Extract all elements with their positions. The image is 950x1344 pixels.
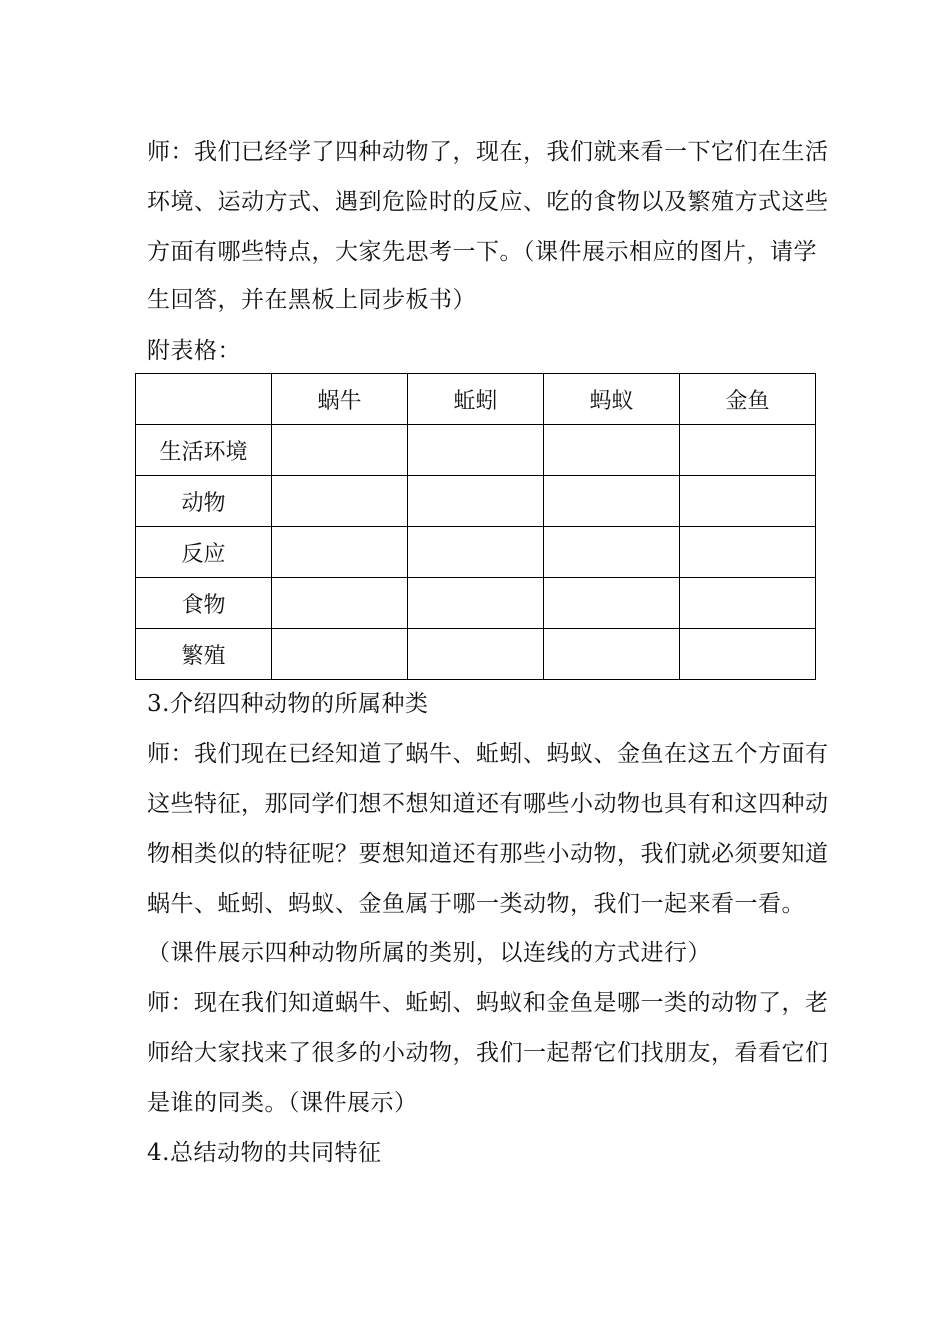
table-cell bbox=[544, 476, 680, 527]
table-cell bbox=[544, 425, 680, 476]
paragraph-line: 是谁的同类。（课件展示） bbox=[147, 1090, 418, 1116]
row-label: 食物 bbox=[136, 578, 272, 629]
paragraph-line: 这些特征，那同学们想不想知道还有哪些小动物也具有和这四种动 bbox=[147, 791, 829, 817]
paragraph-line: 师：我们现在已经知道了蜗牛、蚯蚓、蚂蚁、金鱼在这五个方面有 bbox=[147, 741, 829, 767]
section-heading: 4.总结动物的共同特征 bbox=[147, 1140, 382, 1166]
section-heading: 3.介绍四种动物的所属种类 bbox=[147, 691, 429, 717]
table-cell bbox=[272, 578, 408, 629]
header-cell-ant: 蚂蚁 bbox=[544, 374, 680, 425]
table-cell bbox=[408, 629, 544, 680]
header-cell-goldfish: 金鱼 bbox=[680, 374, 816, 425]
table-cell bbox=[408, 527, 544, 578]
table-row bbox=[136, 425, 816, 476]
table-cell bbox=[544, 629, 680, 680]
row-label: 繁殖 bbox=[136, 629, 272, 680]
header-cell-corner bbox=[136, 374, 272, 425]
row-label: 生活环境 bbox=[136, 425, 272, 476]
table-cell bbox=[680, 629, 816, 680]
table-cell bbox=[544, 527, 680, 578]
table-caption: 附表格： bbox=[147, 338, 241, 364]
table-cell bbox=[272, 527, 408, 578]
paragraph-line: 师：现在我们知道蜗牛、蚯蚓、蚂蚁和金鱼是哪一类的动物了，老 bbox=[147, 990, 829, 1016]
paragraph-line: 方面有哪些特点，大家先思考一下。（课件展示相应的图片，请学 bbox=[147, 239, 817, 265]
table-cell bbox=[272, 476, 408, 527]
paragraph-line: 师：我们已经学了四种动物了，现在，我们就来看一下它们在生活 bbox=[147, 139, 829, 165]
table-cell bbox=[272, 425, 408, 476]
animal-features-table bbox=[135, 373, 816, 680]
table-cell bbox=[680, 527, 816, 578]
table-cell bbox=[408, 578, 544, 629]
header-cell-earthworm: 蚯蚓 bbox=[408, 374, 544, 425]
table-row bbox=[136, 476, 816, 527]
table-cell bbox=[680, 425, 816, 476]
paragraph-line: 蜗牛、蚯蚓、蚂蚁、金鱼属于哪一类动物，我们一起来看一看。 bbox=[147, 891, 805, 917]
table-cell bbox=[680, 578, 816, 629]
table-row bbox=[136, 629, 816, 680]
paragraph-line: 环境、运动方式、遇到危险时的反应、吃的食物以及繁殖方式这些 bbox=[147, 189, 829, 215]
table-cell bbox=[408, 425, 544, 476]
table-cell bbox=[272, 629, 408, 680]
table-header-row bbox=[136, 374, 816, 425]
paragraph-line: 生回答，并在黑板上同步板书） bbox=[147, 287, 476, 313]
row-label: 动物 bbox=[136, 476, 272, 527]
table-row bbox=[136, 578, 816, 629]
table-cell bbox=[680, 476, 816, 527]
paragraph-line: （课件展示四种动物所属的类别，以连线的方式进行） bbox=[147, 940, 711, 966]
table-row bbox=[136, 527, 816, 578]
table-cell bbox=[544, 578, 680, 629]
header-cell-snail: 蜗牛 bbox=[272, 374, 408, 425]
paragraph-line: 物相类似的特征呢？要想知道还有那些小动物，我们就必须要知道 bbox=[147, 841, 829, 867]
row-label: 反应 bbox=[136, 527, 272, 578]
paragraph-line: 师给大家找来了很多的小动物，我们一起帮它们找朋友，看看它们 bbox=[147, 1040, 829, 1066]
table-cell bbox=[408, 476, 544, 527]
